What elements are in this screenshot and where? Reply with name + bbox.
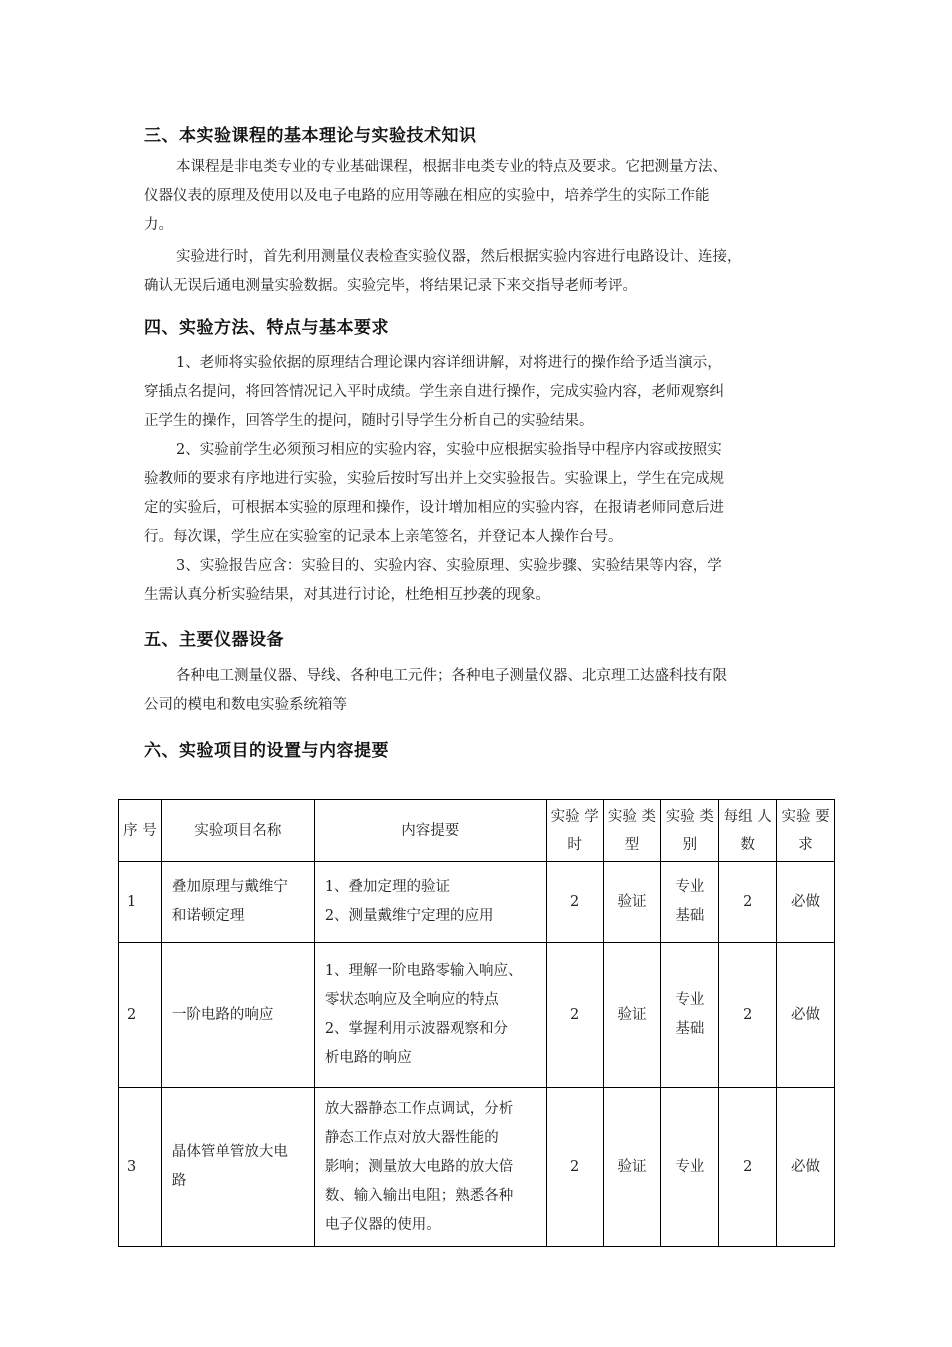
cell-name — [161, 862, 314, 943]
text-line: 确认无误后通电测量实验数据。实验完毕，将结果记录下来交指导老师考评。 — [144, 278, 637, 294]
header-group-size — [719, 800, 777, 862]
text-line: 本课程是非电类专业的专业基础课程，根据非电类专业的特点及要求。它把测量方法、 — [176, 159, 727, 175]
section-4-paragraph-2 — [144, 436, 810, 552]
text-line: 仪器仪表的原理及使用以及电子电路的应用等融在相应的实验中，培养学生的实际工作能 — [144, 188, 710, 204]
cell-text: 电子仪器的使用。 — [324, 1216, 441, 1233]
cell-name — [161, 943, 314, 1088]
section-6-heading: 六、实验项目的设置与内容提要 — [144, 741, 389, 761]
header-text: 要求 — [798, 808, 830, 853]
header-type — [603, 800, 661, 862]
section-3-paragraph-1 — [144, 153, 810, 240]
cell-number: 1 — [119, 862, 162, 943]
cell-type: 验证 — [603, 1088, 661, 1247]
header-text: 内容提要 — [401, 822, 460, 839]
cell-group-size: 2 — [719, 1088, 777, 1247]
header-name — [161, 800, 314, 862]
cell-requirement: 必做 — [777, 1088, 835, 1247]
cell-text: 专业 — [675, 1158, 705, 1175]
header-text: 实验 — [665, 808, 695, 825]
cell-content — [314, 862, 546, 943]
cell-text: 零状态响应及全响应的特点 — [324, 992, 499, 1008]
experiment-table — [118, 799, 835, 1247]
cell-requirement: 必做 — [777, 862, 835, 943]
cell-hours: 2 — [546, 943, 603, 1088]
text-line: 实验进行时，首先利用测量仪表检查实验仪器，然后根据实验内容进行电路设计、连接， — [176, 249, 742, 265]
text-line: 验教师的要求有序地进行实验，实验后按时写出并上交实验报告。实验课上，学生在完成规 — [144, 471, 724, 487]
section-4-heading: 四、实验方法、特点与基本要求 — [144, 318, 389, 338]
cell-number: 2 — [119, 943, 162, 1088]
header-text: 号 — [142, 822, 157, 839]
header-text: 实验 — [781, 808, 811, 825]
header-text: 人数 — [740, 808, 772, 853]
header-content — [314, 800, 546, 862]
cell-text: 专业 — [675, 992, 705, 1008]
header-requirement — [777, 800, 835, 862]
cell-group-size: 2 — [719, 943, 777, 1088]
text-line: 穿插点名提问，将回答情况记入平时成绩。学生亲自进行操作，完成实验内容，老师观察纠 — [144, 384, 724, 400]
text-line: 公司的模电和数电实验系统箱等 — [144, 697, 347, 713]
table-row — [119, 1088, 835, 1247]
text-line: 2、实验前学生必须预习相应的实验内容，实验中应根据实验指导中程序内容或按照实 — [176, 442, 722, 458]
cell-text: 路 — [171, 1173, 187, 1189]
cell-group-size: 2 — [719, 862, 777, 943]
text-line: 3、实验报告应含：实验目的、实验内容、实验原理、实验步骤、实验结果等内容，学 — [176, 558, 722, 574]
cell-text: 一阶电路的响应 — [171, 1006, 274, 1023]
header-text: 类型 — [624, 808, 657, 853]
cell-text: 晶体管单管放大电 — [171, 1144, 288, 1160]
cell-text: 1、理解一阶电路零输入响应、 — [324, 963, 523, 979]
table-row — [119, 943, 835, 1088]
text-line: 力。 — [144, 217, 173, 233]
section-3-heading: 三、本实验课程的基本理论与实验技术知识 — [144, 126, 477, 146]
cell-text: 析电路的响应 — [324, 1050, 412, 1066]
cell-text: 基础 — [675, 1021, 705, 1037]
text-line: 各种电工测量仪器、导线、各种电工元件；各种电子测量仪器、北京理工达盛科技有限 — [176, 668, 727, 684]
section-4-paragraph-3 — [144, 552, 810, 610]
cell-text: 静态工作点对放大器性能的 — [324, 1129, 499, 1146]
header-text: 实验项目名称 — [194, 822, 282, 839]
table-row — [119, 862, 835, 943]
header-hours — [546, 800, 603, 862]
header-text: 每组 — [723, 808, 753, 825]
cell-type: 验证 — [603, 862, 661, 943]
cell-text: 叠加原理与戴维宁 — [171, 879, 288, 895]
cell-category — [661, 943, 719, 1088]
section-5-paragraph-1 — [144, 662, 810, 720]
cell-content — [314, 1088, 546, 1247]
header-text: 类别 — [682, 808, 714, 853]
header-text: 序 — [123, 822, 138, 839]
cell-text: 基础 — [675, 908, 705, 924]
cell-text: 2、测量戴维宁定理的应用 — [324, 908, 494, 924]
header-text: 学时 — [567, 808, 599, 853]
cell-name — [161, 1088, 314, 1247]
header-category — [661, 800, 719, 862]
cell-text: 数、输入输出电阻；熟悉各种 — [324, 1187, 514, 1204]
header-number — [119, 800, 162, 862]
text-line: 行。每次课，学生应在实验室的记录本上亲笔签名，并登记本人操作台号。 — [144, 529, 623, 545]
cell-text: 专业 — [675, 879, 705, 895]
header-text: 实验 — [550, 808, 580, 825]
cell-text: 1、叠加定理的验证 — [324, 879, 451, 895]
cell-content — [314, 943, 546, 1088]
text-line: 1、老师将实验依据的原理结合理论课内容详细讲解，对将进行的操作给予适当演示， — [176, 355, 722, 371]
cell-text: 影响；测量放大电路的放大倍 — [324, 1158, 514, 1175]
cell-hours: 2 — [546, 862, 603, 943]
cell-text: 和诺顿定理 — [171, 908, 245, 924]
section-3-paragraph-2 — [144, 243, 810, 301]
section-5-heading: 五、主要仪器设备 — [144, 630, 284, 650]
cell-number: 3 — [119, 1088, 162, 1247]
text-line: 生需认真分析实验结果，对其进行讨论，杜绝相互抄袭的现象。 — [144, 587, 550, 603]
header-text: 实验 — [607, 808, 637, 825]
cell-requirement: 必做 — [777, 943, 835, 1088]
section-4-paragraph-1 — [144, 349, 810, 436]
table-header-row — [119, 800, 835, 862]
cell-category — [661, 1088, 719, 1247]
text-line: 正学生的操作，回答学生的提问，随时引导学生分析自己的实验结果。 — [144, 413, 594, 429]
cell-type: 验证 — [603, 943, 661, 1088]
cell-category — [661, 862, 719, 943]
text-line: 定的实验后，可根据本实验的原理和操作，设计增加相应的实验内容，在报请老师同意后进 — [144, 500, 724, 516]
cell-text: 2、掌握利用示波器观察和分 — [324, 1021, 509, 1037]
cell-text: 放大器静态工作点调试，分析 — [324, 1100, 514, 1117]
cell-hours: 2 — [546, 1088, 603, 1247]
